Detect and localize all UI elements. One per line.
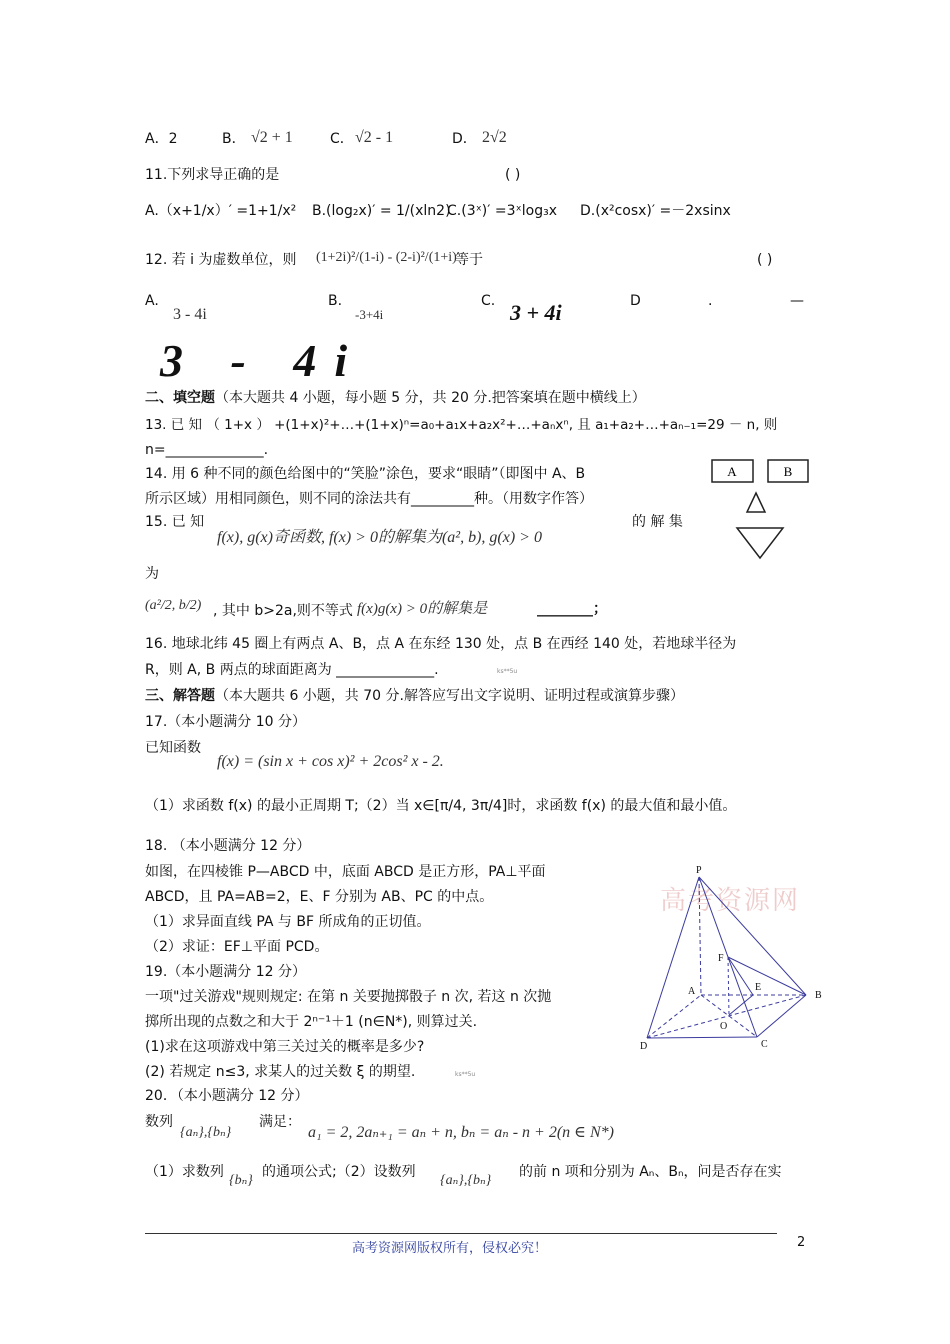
label-d: D — [640, 1041, 648, 1052]
q11-option-d: D.(x²cosx)′ =－2xsinx — [580, 203, 731, 219]
mouth-triangle — [737, 528, 783, 558]
label-p: P — [696, 865, 702, 876]
seg-eo — [729, 995, 753, 1015]
q15-line-2: 为 — [145, 566, 159, 582]
q15-math-1: f(x), g(x)奇函数, f(x) > 0的解集为(a², b), g(x) > 0 — [217, 529, 542, 546]
q15-text-2: , 其中 b>2a,则不等式 — [213, 603, 353, 619]
q20-line-2-b: 的通项公式;（2）设数列 — [262, 1164, 416, 1180]
section-2-title: 二、填空题 — [145, 390, 215, 406]
eye-a-label: A — [727, 464, 737, 479]
label-f: F — [718, 953, 724, 964]
q12-option-b-label: B. — [328, 293, 343, 309]
edge-dc — [647, 1037, 757, 1038]
label-e: E — [755, 982, 762, 993]
label-b: B — [815, 990, 822, 1001]
q10-option-c-math: √2 - 1 — [355, 129, 394, 146]
q12-option-a-label: A. — [145, 293, 159, 309]
section-2-heading — [145, 390, 646, 407]
q10-option-d-math: 2√2 — [482, 129, 507, 146]
q16-line-1: 16. 地球北纬 45 圈上有两点 A、B，点 A 在东经 130 处，点 B 在西经 140 处，若地球半径为 — [145, 636, 737, 652]
section-3-desc: （本大题共 6 小题，共 70 分.解答应写出文字说明、证明过程或演算步骤） — [215, 688, 684, 704]
q17-parts: （1）求函数 f(x) 的最小正周期 T;（2）当 x∈[π/4, 3π/4]时，求函数 f(x) 的最大值和最小值。 — [145, 798, 737, 814]
smiley-face-figure — [710, 458, 815, 563]
q11-option-c: C.(3ˣ)′ =3ˣlog₃x — [447, 203, 557, 219]
q15-answer-blank: ________； — [537, 601, 607, 617]
q12-option-d-dash: — — [790, 293, 804, 309]
edge-pa — [699, 877, 701, 995]
section-2-desc: （本大题共 4 小题，每小题 5 分，共 20 分.把答案填在题中横线上） — [215, 390, 646, 406]
q12-option-d-label: D — [630, 293, 641, 309]
q12-stem: 12. 若 i 为虚数单位，则 — [145, 252, 297, 268]
seg-fo — [728, 957, 729, 1015]
q18-line-3: （1）求异面直线 PA 与 BF 所成角的正切值。 — [145, 914, 431, 930]
q12-option-c-math: 3 + 4i — [510, 300, 562, 325]
q14-line-1: 14. 用 6 种不同的颜色给图中的“笑脸”涂色，要求“眼睛”（即图中 A、B — [145, 466, 586, 482]
q10-option-b-label: B． — [222, 131, 246, 147]
q15-math-2: (a²/2, b/2) — [145, 598, 202, 613]
q12-option-d-math: 3 - 4i — [160, 335, 366, 386]
label-a: A — [688, 986, 696, 997]
q11-option-a: A.（x+1/x）′ =1+1/x² — [145, 203, 297, 219]
label-o: O — [720, 1021, 728, 1032]
section-3-heading — [145, 688, 684, 705]
edge-pb — [699, 877, 806, 995]
footer-copyright: 高考资源网版权所有，侵权必究！ — [352, 1241, 548, 1256]
label-c: C — [761, 1039, 768, 1050]
q20-sequences: {aₙ},{bₙ} — [180, 1125, 232, 1140]
page-number: 2 — [797, 1235, 806, 1250]
q10-option-c-label: C． — [330, 131, 354, 147]
q11-stem: 11.下列求导正确的是 — [145, 167, 280, 183]
q17-intro: 已知函数 — [145, 740, 201, 756]
q20-line-2-c: 的前 n 项和分别为 Aₙ、Bₙ，问是否存在实 — [519, 1164, 782, 1180]
q16-line-2: R，则 A, B 两点的球面距离为 ______________. — [145, 662, 439, 678]
pyramid-figure — [635, 862, 835, 1057]
q14-line-2: 所示区域）用相同颜色，则不同的涂法共有_________种。（用数字作答） — [145, 491, 593, 507]
watermark-stamp: 高考资源网 — [660, 886, 801, 916]
q19-line-4: (2) 若规定 n≤3, 求某人的过关数 ξ 的期望. — [145, 1064, 416, 1080]
q19-heading: 19.（本小题满分 12 分） — [145, 964, 306, 980]
nose-triangle — [747, 493, 765, 512]
q17-heading: 17.（本小题满分 10 分） — [145, 714, 306, 730]
edge-pd — [647, 877, 699, 1038]
q17-formula: f(x) = (sin x + cos x)² + 2cos² x - 2. — [217, 753, 444, 770]
q19-line-1: 一项"过关游戏"规则规定: 在第 n 关要抛掷骰子 n 次, 若这 n 次抛 — [145, 989, 552, 1005]
q19-line-2: 掷所出现的点数之和大于 2ⁿ⁻¹＋1 (n∈N*), 则算过关. — [145, 1014, 478, 1030]
q19-tiny-mark: ks**5u — [455, 1071, 476, 1078]
q15-line-1-label: 15. 已 知 — [145, 514, 205, 530]
q20-heading: 20．（本小题满分 12 分） — [145, 1088, 309, 1104]
q19-line-3: (1)求在这项游戏中第三关过关的概率是多少? — [145, 1039, 425, 1055]
q12-option-c-label: C. — [481, 293, 496, 309]
q12-option-a-math: 3 - 4i — [173, 306, 207, 323]
q10-option-b-math: √2 + 1 — [251, 129, 293, 146]
q12-tail: 等于 — [455, 252, 483, 268]
q20-line-1-label: 数列 — [145, 1114, 173, 1130]
edge-da — [647, 995, 701, 1038]
q10-option-a: A．2 — [145, 131, 178, 147]
q12-option-b-math: -3+4i — [355, 307, 384, 322]
q18-line-1: 如图，在四棱锥 P—ABCD 中，底面 ABCD 是正方形，PA⊥平面 — [145, 864, 546, 880]
q20-formula: a₁ = 2, 2aₙ₊₁ = aₙ + n, bₙ = aₙ - n + 2(n ∈ N*) — [308, 1124, 614, 1141]
q13-line-2: n=______________. — [145, 442, 269, 458]
q12-paren: ( ) — [757, 252, 773, 268]
q12-expression: (1+2i)²/(1-i) - (2-i)²/(1+i) — [316, 250, 457, 265]
q12-option-d-dot: . — [708, 293, 713, 309]
footer-divider — [145, 1233, 777, 1234]
q18-line-4: （2）求证：EF⊥平面 PCD。 — [145, 939, 329, 955]
q18-line-2: ABCD，且 PA=AB=2，E、F 分别为 AB、PC 的中点。 — [145, 889, 494, 905]
q20-line-2-seq: {bₙ} — [229, 1173, 253, 1188]
q18-heading: 18. （本小题满分 12 分） — [145, 838, 311, 854]
q16-tiny-mark: ks**5u — [497, 668, 518, 675]
eye-b-label: B — [783, 464, 793, 479]
q20-line-1-tail: 满足： — [259, 1114, 301, 1130]
section-3-title: 三、解答题 — [145, 688, 215, 704]
q20-line-2-a: （1）求数列 — [145, 1164, 224, 1180]
q10-option-d-label: D． — [452, 131, 477, 147]
q11-option-b: B.(log₂x)′ = 1/(xln2) — [312, 203, 451, 219]
q13-line-1: 13. 已 知 （ 1+x ） +(1+x)²+…+(1+x)ⁿ=a₀+a₁x+a₂x²+…+aₙxⁿ, 且 a₁+a₂+…+aₙ₋₁=29 － n, 则 — [145, 417, 778, 433]
q15-tail-1: 的 解 集 — [632, 514, 683, 530]
q11-paren: ( ) — [505, 167, 521, 183]
q20-line-2-seq2: {aₙ},{bₙ} — [440, 1173, 492, 1188]
edge-cb — [757, 995, 806, 1037]
q15-math-3: f(x)g(x) > 0的解集是 — [357, 601, 488, 617]
